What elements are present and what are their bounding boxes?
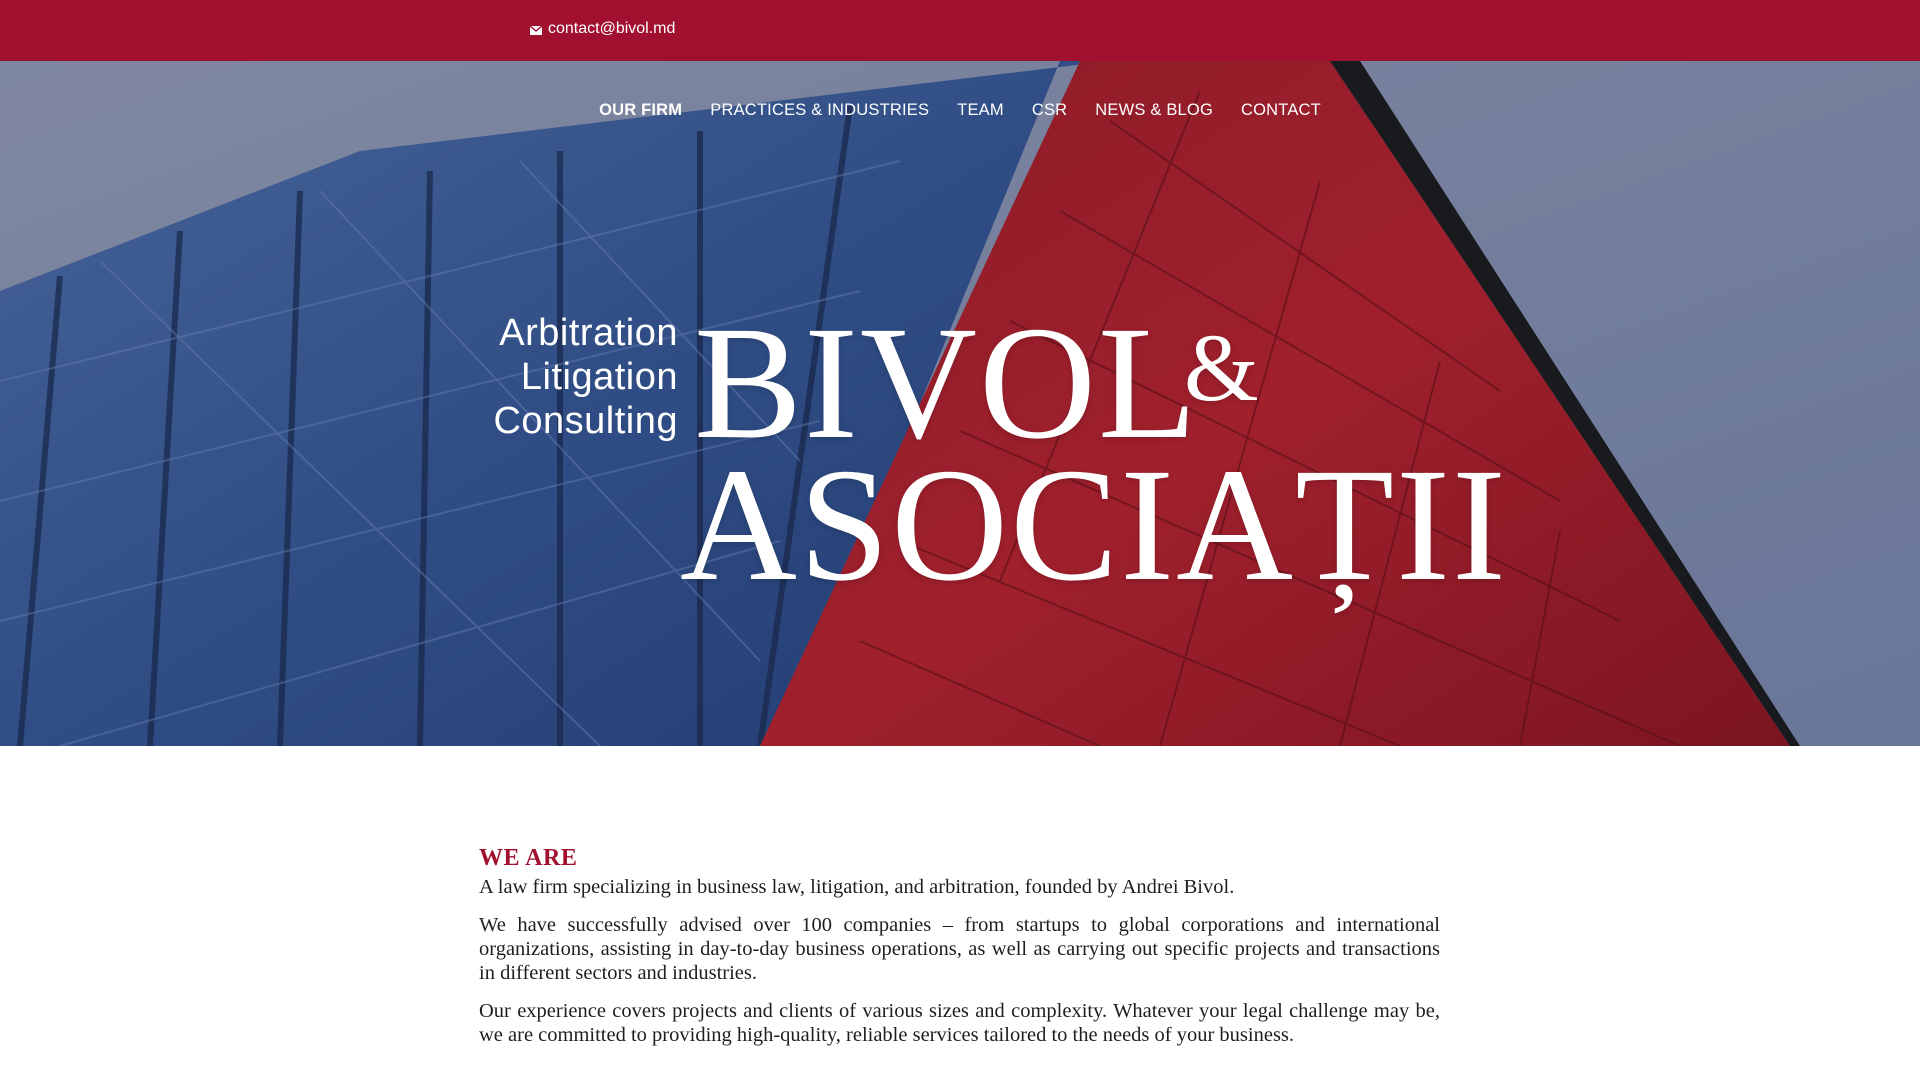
main-nav [0,101,1920,120]
contact-email-text: contact@bivol.md [548,20,676,37]
brand-name-bivol: BIVOL [694,294,1199,473]
nav-csr[interactable]: CSR [1031,101,1068,119]
about-paragraph-3: Our experience covers projects and clients of various sizes and complexity. Whatever your legal challenge may be, we are committed to providing high-quality, reliable services tailored to the needs of your business. [479,1000,1440,1046]
tagline-consulting: Consulting [493,400,678,442]
brand-name-asociatii: ASOCIAȚII [680,436,1508,615]
nav-our-firm[interactable]: OUR FIRM [599,101,683,119]
nav-team[interactable]: TEAM [957,101,1004,119]
mail-icon [530,26,542,35]
tagline-litigation: Litigation [520,356,678,398]
about-heading: WE ARE [479,845,578,871]
brand-ampersand: & [1184,314,1259,421]
nav-news-blog[interactable]: NEWS & BLOG [1095,101,1213,119]
tagline-arbitration: Arbitration [499,312,678,354]
contact-email-link[interactable] [530,20,675,38]
about-paragraph-2: We have successfully advised over 100 companies – from startups to global corporations and international organizations, assisting in day-to-day business operations, as well as carrying out specific projects and transactions in different sectors and industries. [479,914,1440,984]
top-bar [0,0,1920,61]
nav-contact[interactable]: CONTACT [1241,101,1321,119]
hero-banner [0,61,1920,746]
about-paragraph-1: A law firm specializing in business law, litigation, and arbitration, founded by Andrei Bivol. [479,876,1235,898]
about-section [479,843,1440,1061]
nav-practices-industries[interactable]: PRACTICES & INDUSTRIES [710,101,930,119]
hero-tagline [420,311,678,443]
